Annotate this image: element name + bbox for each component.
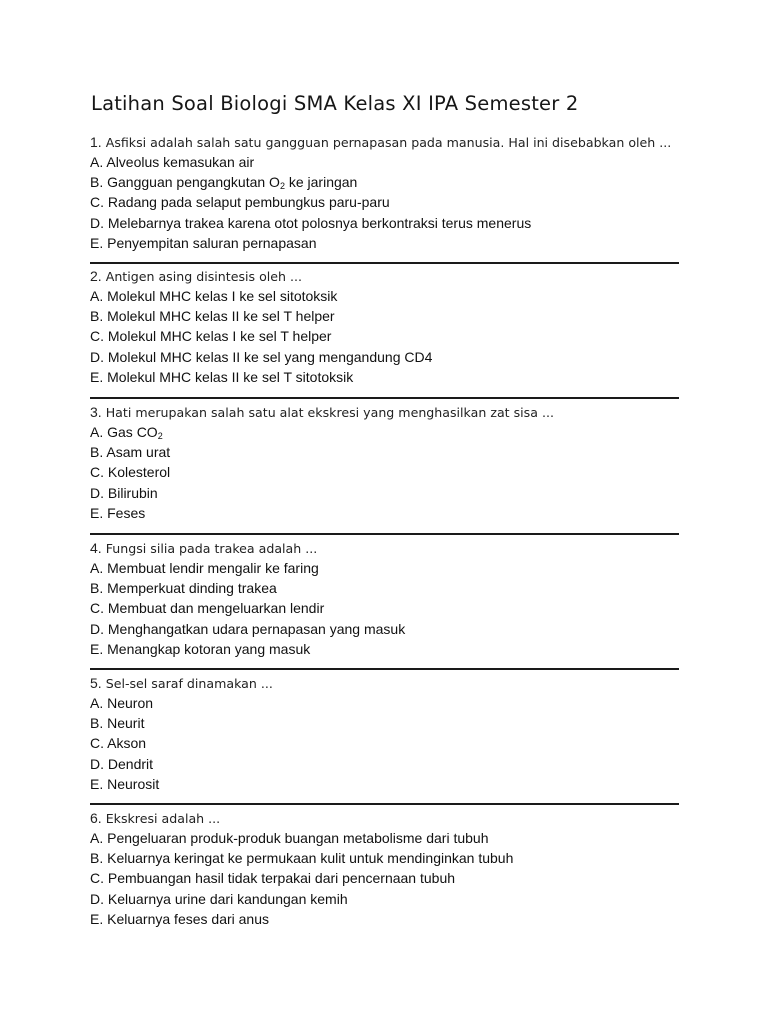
question-6 <box>90 808 680 929</box>
option-d: D. Dendrit <box>90 755 154 772</box>
option-b: B. Keluarnya keringat ke permukaan kulit untuk mendinginkan tubuh <box>90 850 514 867</box>
option-a: A. Pengeluaran produk-produk buangan metabolisme dari tubuh <box>90 830 489 846</box>
divider <box>90 262 679 264</box>
question-1 <box>90 132 680 253</box>
question-4 <box>90 538 680 659</box>
divider <box>90 397 679 399</box>
option-a: A. Molekul MHC kelas I ke sel sitotoksik <box>90 288 338 304</box>
option-b: B. Neurit <box>90 715 145 732</box>
option-e: E. Keluarnya feses dari anus <box>90 910 269 927</box>
option-c: C. Pembuangan hasil tidak terpakai dari pencernaan tubuh <box>90 870 456 887</box>
page-title: Latihan Soal Biologi SMA Kelas XI IPA Semester 2 <box>91 92 579 115</box>
question-number: 4. <box>90 540 102 556</box>
option-e: E. Menangkap kotoran yang masuk <box>90 640 311 657</box>
question-text: 6. Ekskresi adalah ... <box>90 810 221 826</box>
question-text: 1. Asfiksi adalah salah satu gangguan pernapasan pada manusia. Hal ini disebabkan oleh ... <box>90 134 672 150</box>
divider <box>90 668 679 670</box>
option-c: C. Radang pada selaput pembungkus paru-paru <box>90 194 390 211</box>
question-text: 4. Fungsi silia pada trakea adalah ... <box>90 540 318 556</box>
question-5 <box>90 673 680 794</box>
option-c: C. Akson <box>90 735 147 752</box>
option-b: B. Asam urat <box>90 444 171 461</box>
option-e: E. Feses <box>90 504 146 521</box>
option-d: D. Melebarnya trakea karena otot polosnya berkontraksi terus menerus <box>90 214 532 231</box>
question-3 <box>90 402 680 523</box>
question-number: 2. <box>90 268 102 284</box>
question-text: 3. Hati merupakan salah satu alat ekskresi yang menghasilkan zat sisa ... <box>90 404 554 420</box>
option-d: D. Molekul MHC kelas II ke sel yang mengandung CD4 <box>90 348 433 365</box>
option-c: C. Kolesterol <box>90 464 171 481</box>
option-d: D. Bilirubin <box>90 484 158 501</box>
divider <box>90 533 679 535</box>
question-number: 1. <box>90 134 102 150</box>
option-e: E. Molekul MHC kelas II ke sel T sitotoksik <box>90 368 354 385</box>
option-a: A. Neuron <box>90 695 154 711</box>
option-c: C. Molekul MHC kelas I ke sel T helper <box>90 328 332 345</box>
option-b: B. Molekul MHC kelas II ke sel T helper <box>90 308 335 325</box>
question-2 <box>90 266 680 387</box>
option-a: A. Alveolus kemasukan air <box>90 154 255 170</box>
option-b: B. Memperkuat dinding trakea <box>90 580 277 597</box>
divider <box>90 803 679 805</box>
question-text: 2. Antigen asing disintesis oleh ... <box>90 268 303 284</box>
option-c: C. Membuat dan mengeluarkan lendir <box>90 600 325 617</box>
question-number: 6. <box>90 810 102 826</box>
option-e: E. Penyempitan saluran pernapasan <box>90 234 317 251</box>
option-a: A. Membuat lendir mengalir ke faring <box>90 560 319 576</box>
option-e: E. Neurosit <box>90 775 160 792</box>
question-number: 3. <box>90 404 102 420</box>
question-text: 5. Sel-sel saraf dinamakan ... <box>90 675 273 691</box>
option-d: D. Menghangatkan udara pernapasan yang masuk <box>90 620 406 637</box>
option-d: D. Keluarnya urine dari kandungan kemih <box>90 890 348 907</box>
question-number: 5. <box>90 675 102 691</box>
option-b: B. Gangguan pengangkutan $O_2$ ke jaringan <box>90 174 358 192</box>
option-a: A. Gas $CO_2$ <box>90 424 163 441</box>
